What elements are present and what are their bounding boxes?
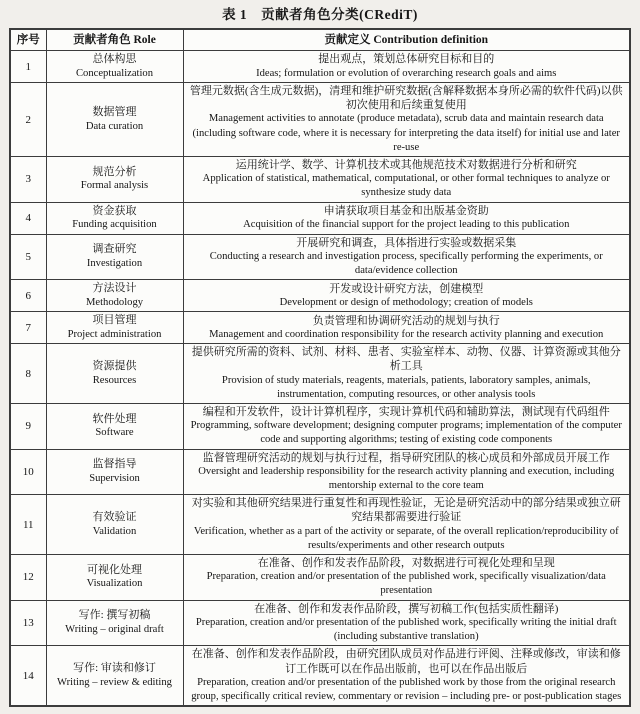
definition-cell bbox=[183, 404, 630, 450]
role-name-zh: 有效验证 bbox=[92, 511, 137, 524]
table-row bbox=[10, 344, 630, 404]
definition-zh: 监督管理研究活动的规划与执行过程，指导研究团队的核心成员和外部成员开展工作 bbox=[202, 451, 610, 464]
table-body bbox=[10, 51, 630, 707]
definition-cell bbox=[183, 83, 630, 157]
row-number: 7 bbox=[10, 312, 46, 344]
row-number: 13 bbox=[10, 600, 46, 646]
definition-en: Preparation, creation and/or presentation of the published work by those from the original research group, specifically critical review, commentary or revision – including pre- or post-publication stages bbox=[191, 676, 622, 702]
definition-cell bbox=[183, 312, 630, 344]
role-cell bbox=[46, 404, 183, 450]
role-cell bbox=[46, 202, 183, 234]
header-role: 贡献者角色 Role bbox=[46, 29, 183, 51]
row-number: 12 bbox=[10, 555, 46, 601]
role-name-en: Validation bbox=[92, 525, 137, 537]
definition-zh: 申请获取项目基金和出版基金资助 bbox=[323, 204, 489, 217]
role-name-en: Methodology bbox=[85, 296, 144, 308]
definition-zh: 管理元数据(含生成元数据)，清理和维护研究数据(含解释数据本身所必需的软件代码)以供初次使用和后续重复使用 bbox=[189, 85, 623, 112]
table-title: 表 1 贡献者角色分类(CRediT) bbox=[222, 7, 418, 22]
definition-en: Conducting a research and investigation process, specifically performing the experiments, or data/evidence collection bbox=[209, 250, 603, 277]
definition-cell bbox=[183, 555, 630, 601]
definition-cell bbox=[183, 449, 630, 495]
table-row bbox=[10, 157, 630, 203]
row-number: 14 bbox=[10, 646, 46, 706]
role-cell bbox=[46, 449, 183, 495]
definition-cell bbox=[183, 51, 630, 83]
role-name-en: Project administration bbox=[67, 328, 162, 340]
role-name-zh: 可视化处理 bbox=[87, 563, 142, 576]
role-name-en: Software bbox=[95, 427, 134, 439]
table-row bbox=[10, 280, 630, 312]
row-number: 8 bbox=[10, 344, 46, 404]
table-row bbox=[10, 202, 630, 234]
table-row bbox=[10, 449, 630, 495]
definition-en: Ideas; formulation or evolution of overarching research goals and aims bbox=[256, 67, 557, 79]
definition-zh: 开发或设计研究方法，创建模型 bbox=[329, 282, 484, 295]
credit-table bbox=[9, 28, 631, 707]
table-row bbox=[10, 83, 630, 157]
role-name-zh: 写作: 审读和修订 bbox=[73, 662, 156, 675]
role-name-zh: 软件处理 bbox=[92, 412, 137, 425]
row-number: 9 bbox=[10, 404, 46, 450]
role-cell bbox=[46, 495, 183, 555]
table-row bbox=[10, 234, 630, 280]
table-row bbox=[10, 555, 630, 601]
role-cell bbox=[46, 344, 183, 404]
definition-en: Oversight and leadership responsibility for the research activity planning and execution, including mentorship external to the core team bbox=[198, 465, 615, 492]
role-cell bbox=[46, 51, 183, 83]
definition-cell bbox=[183, 495, 630, 555]
definition-zh: 提供研究所需的资料、试剂、材料、患者、实验室样本、动物、仪器、计算资源或其他分析工具 bbox=[191, 346, 621, 373]
role-name-zh: 方法设计 bbox=[92, 282, 137, 295]
definition-zh: 在准备、创作和发表作品阶段，撰写初稿工作(包括实质性翻译) bbox=[254, 602, 559, 615]
role-cell bbox=[46, 555, 183, 601]
role-name-zh: 项目管理 bbox=[92, 314, 137, 327]
definition-en: Management activities to annotate (produce metadata), scrub data and maintain research data (including software code, where it is necessary for interpreting the data itself) for initial use and later re-use bbox=[192, 113, 620, 153]
role-cell bbox=[46, 83, 183, 157]
definition-en: Development or design of methodology; creation of models bbox=[279, 296, 533, 308]
role-cell bbox=[46, 157, 183, 203]
role-name-en: Formal analysis bbox=[80, 180, 149, 192]
table-row bbox=[10, 495, 630, 555]
table-row bbox=[10, 600, 630, 646]
definition-zh: 提出观点，策划总体研究目标和目的 bbox=[318, 53, 495, 66]
role-name-en: Conceptualization bbox=[75, 67, 154, 79]
header-no: 序号 bbox=[10, 29, 46, 51]
definition-en: Application of statistical, mathematical, computational, or other formal techniques to analyze or synthesize study data bbox=[202, 173, 610, 199]
row-number: 2 bbox=[10, 83, 46, 157]
definition-en: Programming, software development; designing computer programs; implementation of the computer code and supporting algorithms; testing of existing code components bbox=[190, 420, 622, 446]
definition-zh: 开展研究和调查，具体指进行实验或数据采集 bbox=[296, 236, 517, 249]
row-number: 6 bbox=[10, 280, 46, 312]
row-number: 10 bbox=[10, 449, 46, 495]
role-name-zh: 写作: 撰写初稿 bbox=[78, 609, 151, 622]
role-name-zh: 监督指导 bbox=[92, 458, 137, 471]
role-name-en: Resources bbox=[92, 374, 137, 386]
table-row bbox=[10, 51, 630, 83]
definition-cell bbox=[183, 646, 630, 706]
definition-cell bbox=[183, 344, 630, 404]
role-cell bbox=[46, 280, 183, 312]
role-name-en: Funding acquisition bbox=[72, 219, 157, 231]
definition-en: Preparation, creation and/or presentation of the published work, specifically visualization/data presentation bbox=[206, 571, 606, 597]
table-row bbox=[10, 312, 630, 344]
role-name-en: Writing – original draft bbox=[65, 623, 164, 635]
role-name-en: Supervision bbox=[89, 472, 140, 484]
definition-zh: 运用统计学、数学、计算机技术或其他规范技术对数据进行分析和研究 bbox=[235, 159, 577, 172]
definition-cell bbox=[183, 202, 630, 234]
role-name-zh: 总体构思 bbox=[92, 53, 137, 65]
definition-zh: 对实验和其他研究结果进行重复性和再现性验证，无论是研究活动中的部分结果或独立研究结果都需要进行验证 bbox=[191, 497, 621, 524]
role-name-en: Investigation bbox=[86, 257, 143, 269]
row-number: 1 bbox=[10, 51, 46, 83]
definition-cell bbox=[183, 234, 630, 280]
definition-zh: 编程和开发软件，设计计算机程序，实现计算机代码和辅助算法，测试现有代码组件 bbox=[202, 406, 610, 419]
row-number: 5 bbox=[10, 234, 46, 280]
role-name-zh: 数据管理 bbox=[92, 106, 137, 118]
row-number: 11 bbox=[10, 495, 46, 555]
definition-en: Management and coordination responsibility for the research activity planning and execution bbox=[209, 328, 604, 340]
definition-en: Preparation, creation and/or presentation of the published work, specifically writing the initial draft (including substantive translation) bbox=[195, 616, 617, 643]
table-row bbox=[10, 646, 630, 706]
table-row bbox=[10, 404, 630, 450]
definition-cell bbox=[183, 280, 630, 312]
header-definition: 贡献定义 Contribution definition bbox=[183, 29, 630, 51]
role-cell bbox=[46, 312, 183, 344]
role-cell bbox=[46, 234, 183, 280]
role-cell bbox=[46, 646, 183, 706]
header-row bbox=[10, 29, 630, 51]
role-name-en: Writing – review & editing bbox=[57, 676, 172, 688]
definition-zh: 负责管理和协调研究活动的规划与执行 bbox=[312, 314, 500, 327]
definition-zh: 在准备、创作和发表作品阶段，由研究团队成员对作品进行评阅、注释或修改，审读和修订工作既可以在作品出版前，也可以在作品出版后 bbox=[191, 648, 621, 675]
role-name-en: Data curation bbox=[85, 120, 144, 132]
row-number: 3 bbox=[10, 157, 46, 203]
role-name-en: Visualization bbox=[86, 578, 143, 590]
role-name-zh: 资源提供 bbox=[92, 360, 137, 373]
row-number: 4 bbox=[10, 202, 46, 234]
definition-zh: 在准备、创作和发表作品阶段，对数据进行可视化处理和呈现 bbox=[257, 557, 555, 570]
definition-cell bbox=[183, 600, 630, 646]
role-name-zh: 资金获取 bbox=[92, 204, 137, 217]
definition-en: Verification, whether as a part of the activity or separate, of the overall replication/reproducibility of results/experiments and other research outputs bbox=[193, 525, 619, 551]
role-name-zh: 规范分析 bbox=[92, 165, 137, 178]
definition-en: Provision of study materials, reagents, materials, patients, laboratory samples, animals, instrumentation, computing resources, or other analysis tools bbox=[221, 374, 591, 400]
role-cell bbox=[46, 600, 183, 646]
definition-en: Acquisition of the financial support for the project leading to this publication bbox=[243, 219, 570, 231]
role-name-zh: 调查研究 bbox=[92, 243, 137, 256]
definition-cell bbox=[183, 157, 630, 203]
